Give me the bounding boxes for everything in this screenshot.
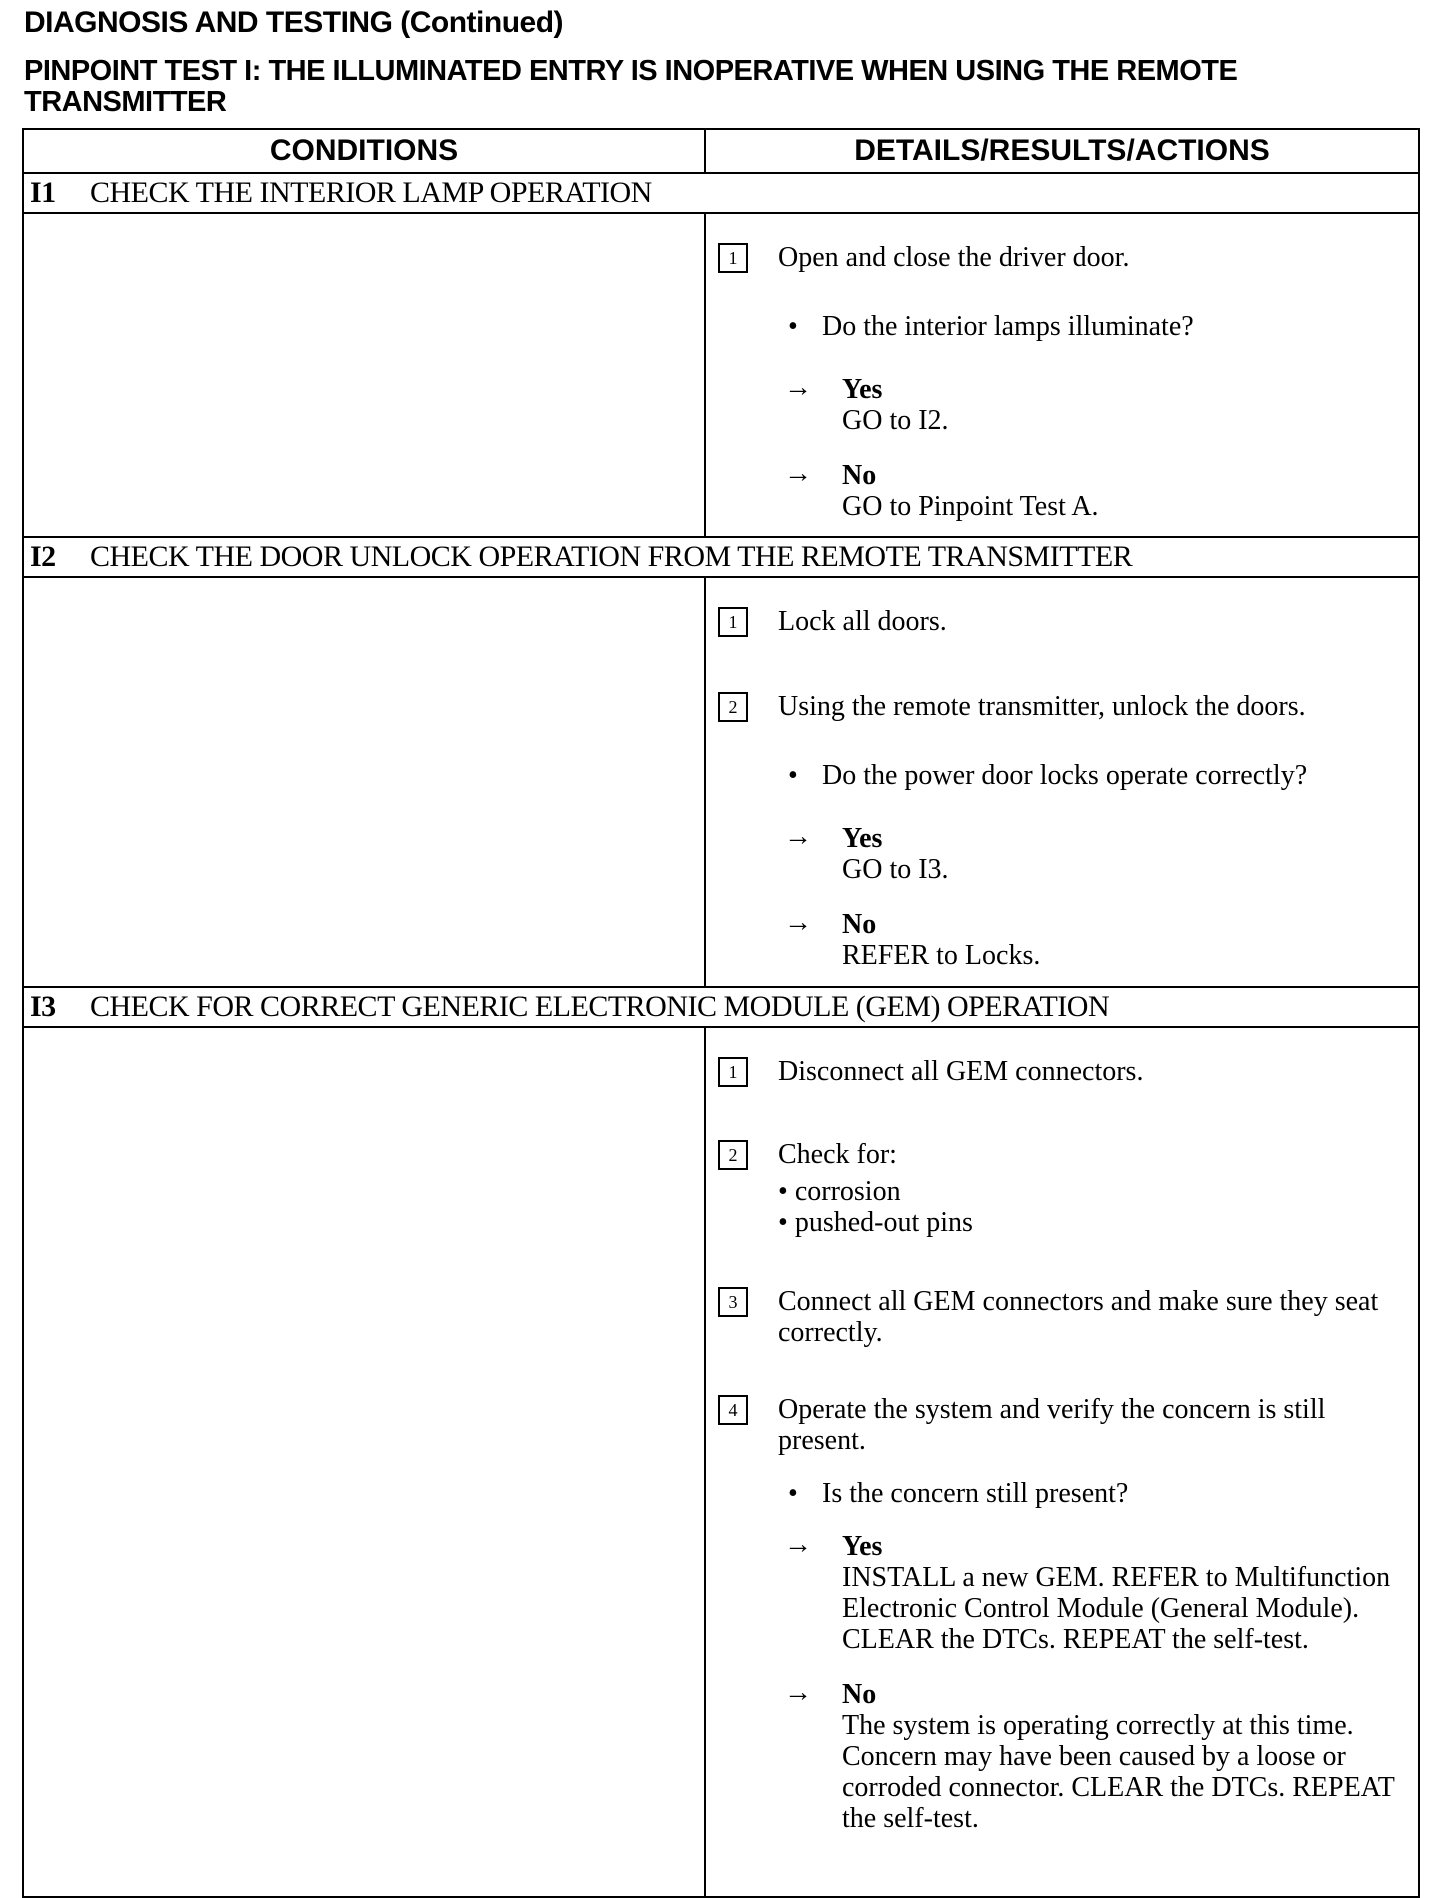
action-item <box>718 242 1400 273</box>
no-action-text: The system is operating correctly at this time. Concern may have been caused by a loose or corroded connector. CLEAR the DTCs. REPEAT the self-test. <box>842 1710 1395 1834</box>
details-cell <box>705 577 1419 987</box>
bullet-icon: • <box>788 760 798 791</box>
step-number-box: 1 <box>718 607 748 637</box>
question-text: Do the interior lamps illuminate? <box>822 311 1194 342</box>
conditions-cell <box>23 577 705 987</box>
bullet-icon: • <box>788 311 798 342</box>
action-text: Disconnect all GEM connectors. <box>778 1056 1144 1087</box>
yes-action-text: GO to I2. <box>842 405 949 436</box>
details-column-header: DETAILS/RESULTS/ACTIONS <box>705 129 1419 173</box>
no-label: No <box>842 460 877 491</box>
conditions-cell <box>23 1027 705 1897</box>
yes-action-text: INSTALL a new GEM. REFER to Multifunction Electronic Control Module (General Module). CLEAR the DTCs. REPEAT the self-test. <box>842 1562 1391 1655</box>
answer-yes <box>718 374 1400 436</box>
action-item <box>718 691 1400 722</box>
check-list <box>778 1176 1400 1238</box>
question <box>718 311 1400 342</box>
yes-label: Yes <box>842 374 883 405</box>
step-header-row <box>23 173 1419 213</box>
action-text: Operate the system and verify the concern is still present. <box>778 1394 1326 1456</box>
check-list-item: • pushed-out pins <box>778 1207 973 1238</box>
question <box>718 1478 1400 1509</box>
step-number-box: 1 <box>718 243 748 273</box>
step-number-box: 2 <box>718 1140 748 1170</box>
action-item <box>718 1394 1400 1456</box>
action-item <box>718 1286 1400 1348</box>
bullet-icon: • <box>788 1478 798 1509</box>
step-i3-header <box>23 987 1419 1027</box>
arrow-right-icon: → <box>784 821 812 852</box>
step-i1-header <box>23 173 1419 213</box>
conditions-cell <box>23 213 705 537</box>
question <box>718 760 1400 791</box>
answer-no <box>718 909 1400 971</box>
action-text: Check for: <box>778 1139 897 1170</box>
yes-label: Yes <box>842 823 883 854</box>
answer-yes <box>718 823 1400 885</box>
step-header-row <box>23 987 1419 1027</box>
action-text: Connect all GEM connectors and make sure they seat correctly. <box>778 1286 1379 1348</box>
arrow-right-icon: → <box>784 1529 812 1560</box>
step-number-box: 2 <box>718 692 748 722</box>
details-cell <box>705 1027 1419 1897</box>
question-text: Is the concern still present? <box>822 1478 1129 1509</box>
action-item <box>718 606 1400 637</box>
step-id: I2 <box>30 540 56 573</box>
step-id: I1 <box>30 176 56 209</box>
no-action-text: GO to Pinpoint Test A. <box>842 491 1099 522</box>
check-list-item: • corrosion <box>778 1176 901 1207</box>
details-cell <box>705 213 1419 537</box>
no-action-text: REFER to Locks. <box>842 940 1041 971</box>
step-title: CHECK FOR CORRECT GENERIC ELECTRONIC MODULE (GEM) OPERATION <box>90 990 1110 1023</box>
yes-label: Yes <box>842 1531 883 1562</box>
arrow-right-icon: → <box>784 907 812 938</box>
step-id: I3 <box>30 990 56 1023</box>
no-label: No <box>842 909 877 940</box>
step-title: CHECK THE DOOR UNLOCK OPERATION FROM THE REMOTE TRANSMITTER <box>90 540 1133 573</box>
step-body-row <box>23 577 1419 987</box>
column-header-row <box>23 129 1419 173</box>
check-item-text: corrosion <box>794 1176 901 1207</box>
arrow-right-icon: → <box>784 372 812 403</box>
action-text: Using the remote transmitter, unlock the doors. <box>778 691 1306 722</box>
answer-no <box>718 460 1400 522</box>
answer-yes <box>718 1531 1400 1655</box>
action-text: Lock all doors. <box>778 606 947 637</box>
action-item <box>718 1056 1400 1087</box>
question-text: Do the power door locks operate correctly? <box>822 760 1308 791</box>
action-item <box>718 1139 1400 1238</box>
pinpoint-test-title: PINPOINT TEST I: THE ILLUMINATED ENTRY IS INOPERATIVE WHEN USING THE REMOTE TRANSMITTER <box>24 55 1238 118</box>
no-label: No <box>842 1679 877 1710</box>
section-title: DIAGNOSIS AND TESTING (Continued) <box>24 6 564 39</box>
step-header-row <box>23 537 1419 577</box>
step-number-box: 3 <box>718 1287 748 1317</box>
step-title: CHECK THE INTERIOR LAMP OPERATION <box>90 176 652 209</box>
answer-no <box>718 1679 1400 1834</box>
arrow-right-icon: → <box>784 1677 812 1708</box>
conditions-column-header: CONDITIONS <box>23 129 705 173</box>
step-body-row <box>23 1027 1419 1897</box>
step-number-box: 1 <box>718 1057 748 1087</box>
step-i2-header <box>23 537 1419 577</box>
step-body-row <box>23 213 1419 537</box>
pinpoint-test-table <box>22 128 1420 1898</box>
arrow-right-icon: → <box>784 458 812 489</box>
yes-action-text: GO to I3. <box>842 854 949 885</box>
action-text: Open and close the driver door. <box>778 242 1130 273</box>
check-item-text: pushed-out pins <box>794 1207 973 1238</box>
step-number-box: 4 <box>718 1395 748 1425</box>
